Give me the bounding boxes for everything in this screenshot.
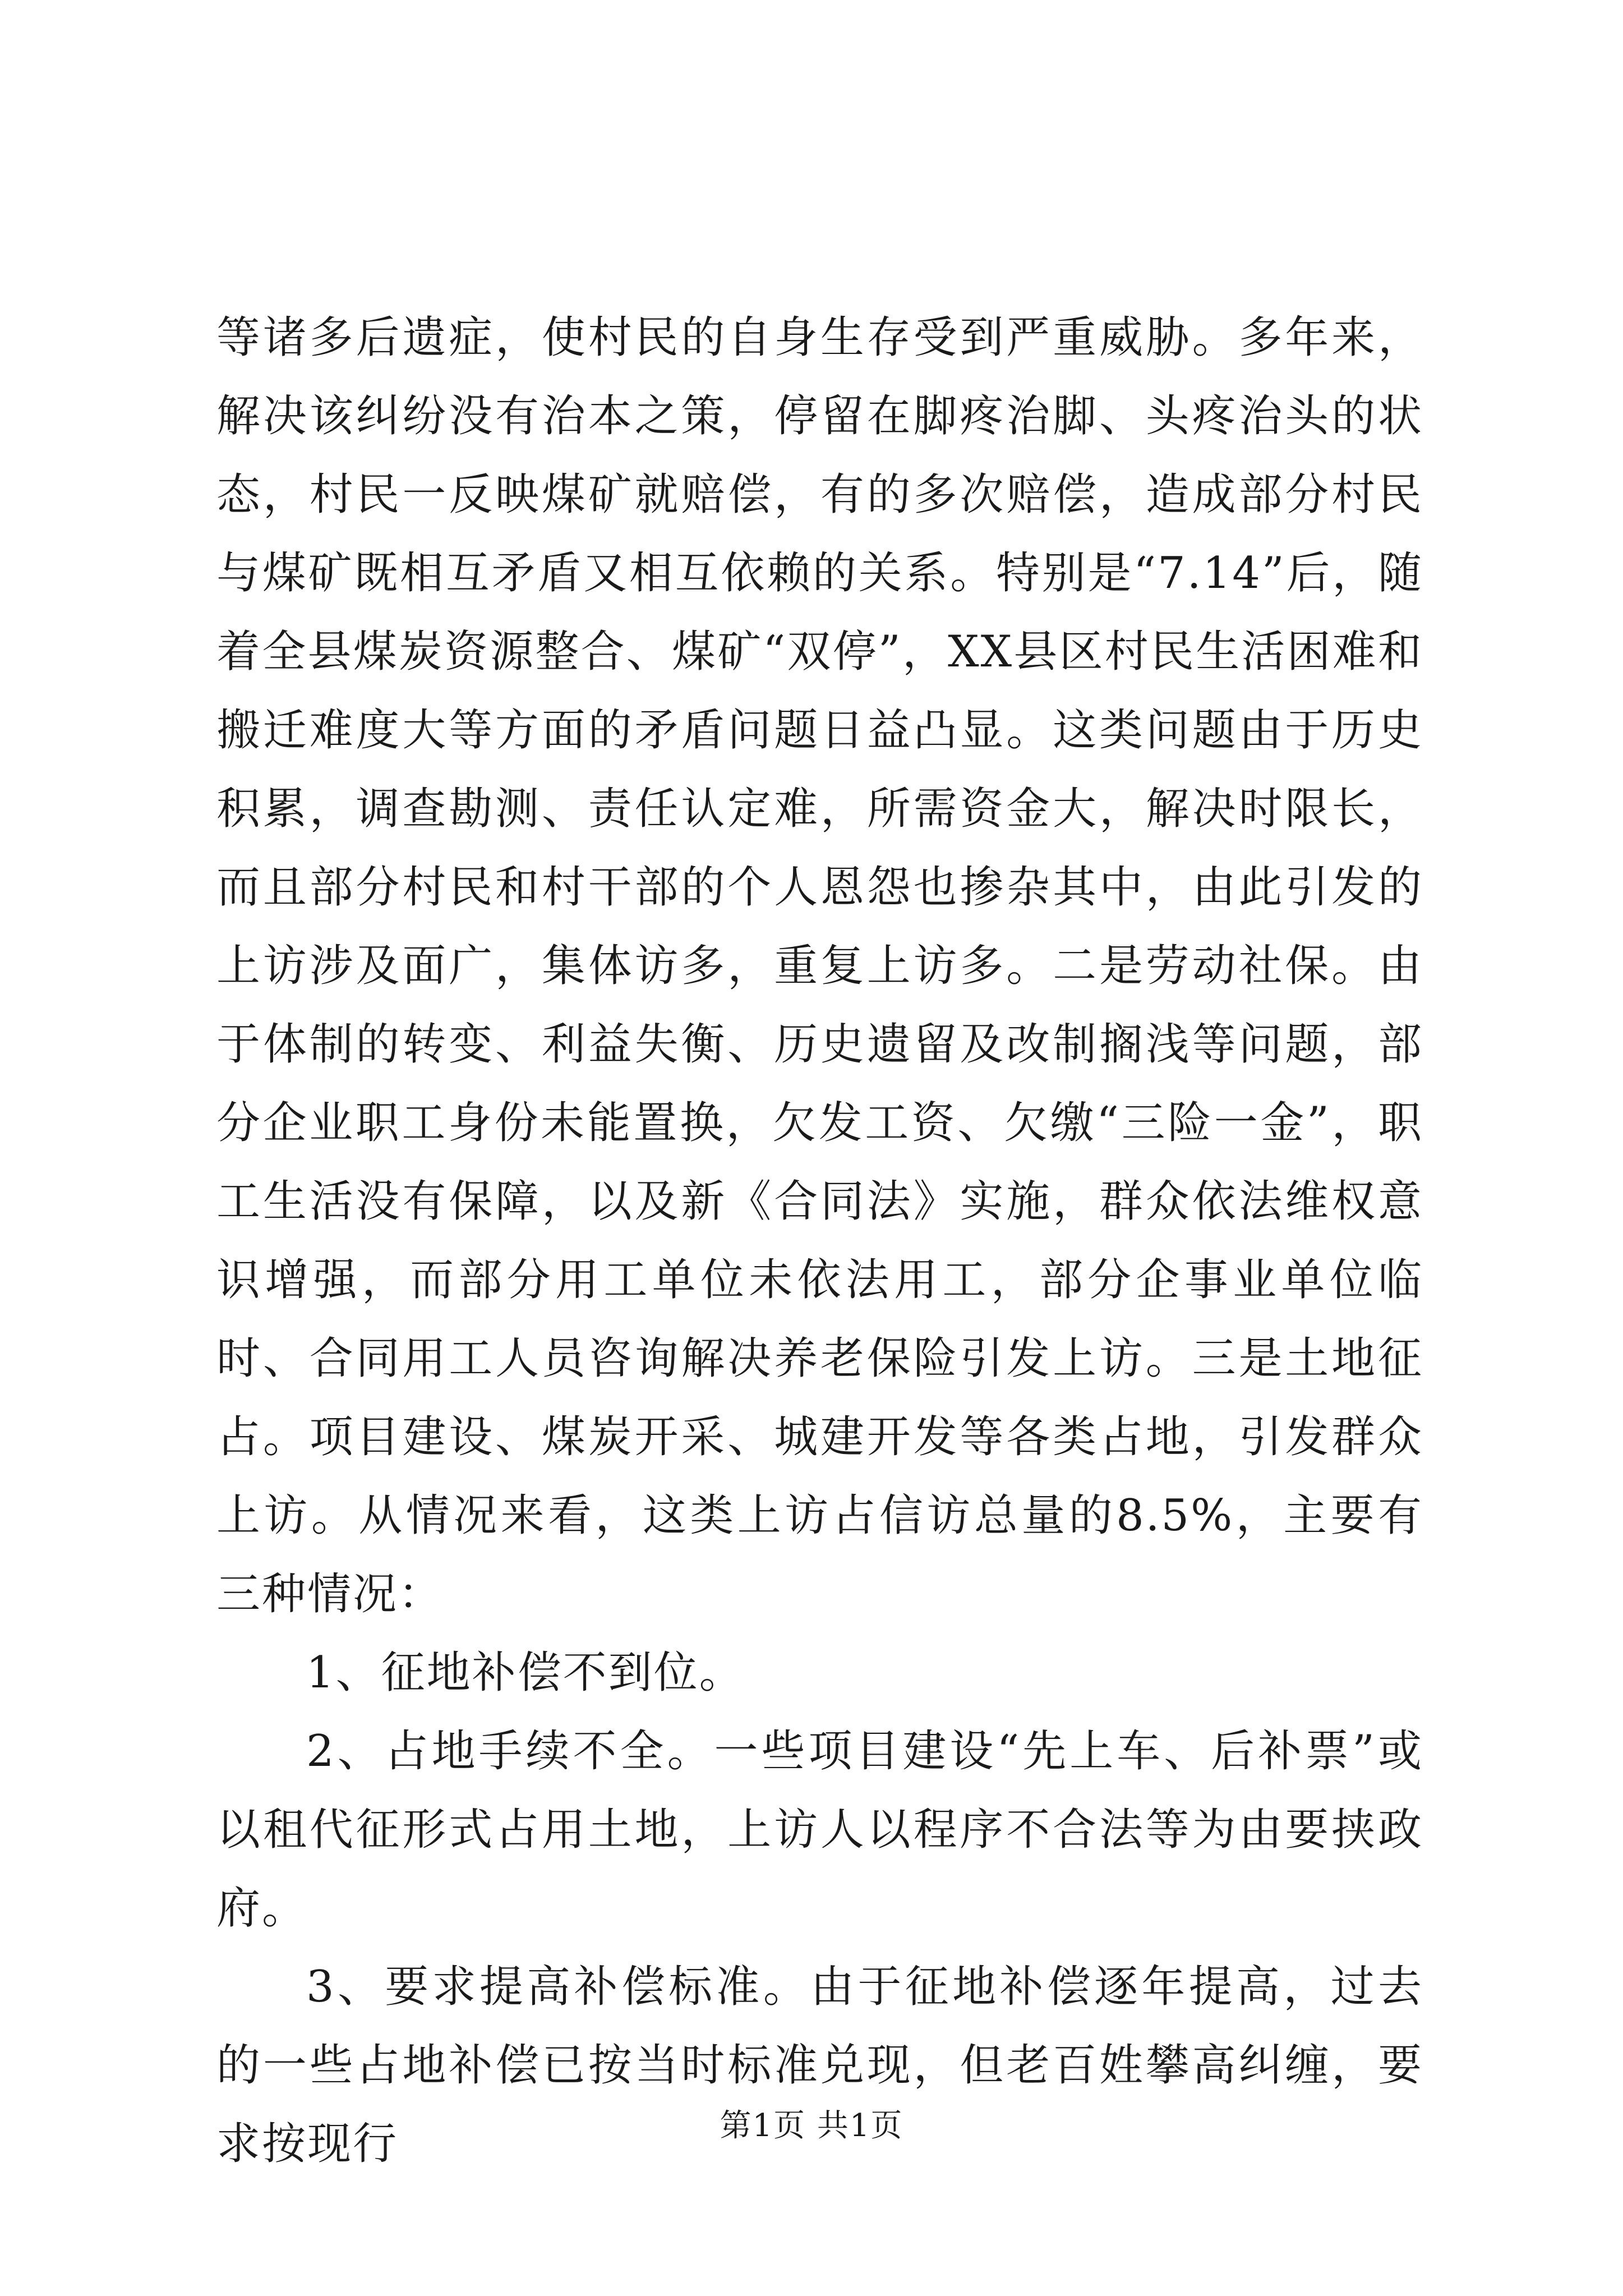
list-item-2: 2、占地手续不全。一些项目建设“先上车、后补票”或以租代征形式占用土地，上访人以程序不合法等为由要挟政府。 bbox=[216, 1726, 1423, 1934]
paragraph-continuation: 等诸多后遗症，使村民的自身生存受到严重威胁。多年来，解决该纠纷没有治本之策，停留在脚疼治脚、头疼治头的状态，村民一反映煤矿就赔偿，有的多次赔偿，造成部分村民与煤矿既相互矛盾又相互依赖的关系。特别是“7.14”后，随着全县煤炭资源整合、煤矿“双停”，XX县区村民生活困难和搬迁难度大等方面的矛盾问题日益凸显。这类问题由于历史积累，调查勘测、责任认定难，所需资金大，解决时限长，而且部分村民和村干部的个人恩怨也掺杂其中，由此引发的上访涉及面广，集体访多，重复上访多。二是劳动社保。由于体制的转变、利益失衡、历史遗留及改制搁浅等问题，部分企业职工身份未能置换，欠发工资、欠缴“三险一金”，职工生活没有保障，以及新《合同法》实施，群众依法维权意识增强，而部分用工单位未依法用工，部分企事业单位临时、合同用工人员咨询解决养老保险引发上访。三是土地征占。项目建设、煤炭开采、城建开发等各类占地，引发群众上访。从情况来看，这类上访占信访总量的8.5%，主要有三种情况： bbox=[216, 312, 1423, 1619]
list-item-1: 1、征地补偿不到位。 bbox=[306, 1648, 745, 1698]
document-body bbox=[216, 298, 1423, 2183]
page-footer: 第1页 共1页 bbox=[720, 2108, 903, 2144]
list-item-3: 3、要求提高补偿标准。由于征地补偿逐年提高，过去的一些占地补偿已按当时标准兑现，但老百姓攀高纠缠，要求按现行 bbox=[216, 1962, 1423, 2169]
